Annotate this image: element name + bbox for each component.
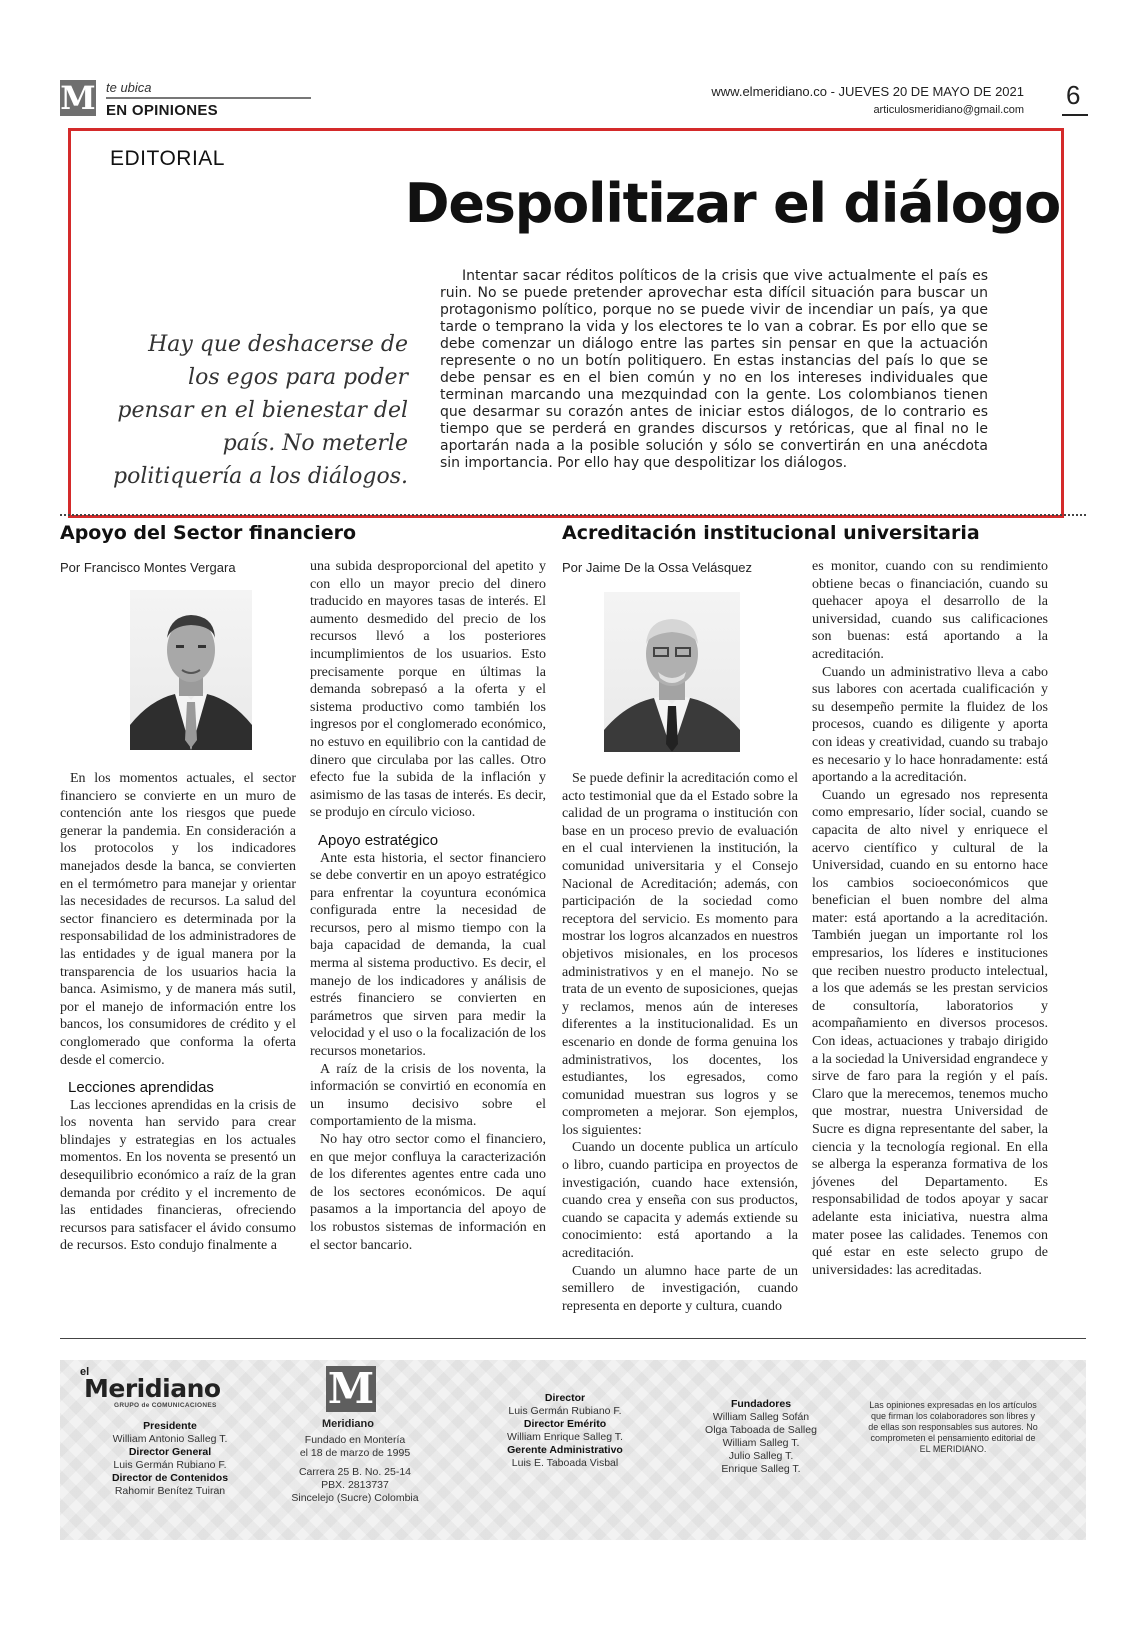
paragraph: Cuando un docente publica un artículo o libro, cuando participa en proyectos de investigación, cuando hace extensión, cuando crea y enseña con sus productos, cuando se capacita y además extiende su conocimiento: está aportando a la acreditación. <box>562 1140 798 1262</box>
paragraph: A raíz de la crisis de los noventa, la información se convirtió en economía en un insumo decisivo sobre el comportamiento de la misma. <box>310 1061 546 1130</box>
brand-prefix: el <box>80 1366 90 1378</box>
address-line: Carrera 25 B. No. 25-14 <box>298 1466 412 1478</box>
paragraph: En los momentos actuales, el sector financiero se convierte en un muro de contención ante los riesgos que puede generar la pandemia. En consideración a los protocolos y los indicadores manejados desde la banca, se convierten en el termómetro para manejar y orientar las necesidades de recursos. La salud del sector financiero es determinada por la responsabilidad de los administradores de las entidades y de igual manera por la transparencia de los usuarios hacia la banca. Asimismo, y de manera más sutil, por el manejo de información entre los bancos, los consumidores de crédito y el conglomerado que conforma la oferta desde el comercio. <box>60 771 296 1068</box>
address-line: PBX. 2813737 <box>321 1479 389 1491</box>
article-title: Acreditación institucional universitaria <box>562 522 980 544</box>
founder-name: Julio Salleg T. <box>728 1450 794 1462</box>
paragraph: Ante esta historia, el sector financiero se debe convertir en un apoyo estratégico para enfrentar la coyuntura económica configurada entre la necesidad de recursos, pero al mismo tiempo con la baja capacidad de demanda, la cual merma al sistema productivo. Es decir, el manejo de los indicadores y análisis de estrés financiero se convierten en parámetros que sirven para medir la velocidad y el uso o la focalización de los recursos monetarios. <box>310 850 546 1060</box>
footer-logo-name: Meridiano <box>322 1418 374 1430</box>
contact-email[interactable]: articulosmeridiano@gmail.com <box>873 104 1024 116</box>
article-column <box>562 770 798 1315</box>
footer-staff-block <box>80 1420 260 1498</box>
staff-label: Director <box>544 1392 586 1404</box>
footer-rule <box>60 1338 1086 1339</box>
staff-name: Luis Germán Rubiano F. <box>508 1405 622 1417</box>
editorial-title: Despolitizar el diálogo <box>404 172 1060 235</box>
header-tagline: te ubica <box>106 80 152 95</box>
staff-name: Luis Germán Rubiano F. <box>113 1459 227 1471</box>
editorial-pull-quote: Hay que deshacerse de los egos para poder pensar en el bienestar del país. No meterle politiquería a los diálogos. <box>112 332 408 489</box>
page-number-rule <box>1062 114 1088 116</box>
founder-name: Enrique Salleg T. <box>721 1463 801 1475</box>
section-label: EN OPINIONES <box>106 102 218 119</box>
paragraph: es monitor, cuando con su rendimiento obtiene becas o financiación, cuando su quehacer apoya el desarrollo de la universidad, cuando sus calificaciones son buenas: está aportando a la acreditación. <box>812 559 1048 662</box>
section-divider <box>60 514 1086 516</box>
brand-subtitle: GRUPO de COMUNICACIONES <box>114 1402 217 1409</box>
header-rule <box>106 97 311 99</box>
paragraph: Cuando un alumno hace parte de un semillero de investigación, cuando representa en deporte y cultura, cuando <box>562 1263 798 1314</box>
footer-directors-block <box>480 1392 650 1470</box>
staff-label: Gerente Administrativo <box>507 1444 623 1456</box>
staff-name: William Antonio Salleg T. <box>112 1433 228 1445</box>
author-photo <box>604 592 740 752</box>
subheading: Lecciones aprendidas <box>68 1079 214 1097</box>
article-byline: Por Jaime De la Ossa Velásquez <box>562 560 753 575</box>
subheading: Apoyo estratégico <box>318 831 439 849</box>
article-column <box>310 558 546 1254</box>
article-column <box>60 770 296 1255</box>
footer-disclaimer: Las opiniones expresadas en los artículos que firman los colaboradores son libres y de ellas son responsables sus autores. No comprometen el pensamiento editorial de EL MERIDIANO. <box>868 1400 1038 1454</box>
address-line: Sincelejo (Sucre) Colombia <box>291 1492 419 1504</box>
founder-name: William Salleg T. <box>722 1437 800 1449</box>
staff-label: Director Emérito <box>523 1418 607 1430</box>
founder-name: William Salleg Sofán <box>712 1411 810 1423</box>
paragraph: No hay otro sector como el financiero, en que mejor confluya la caracterización de los diferentes agentes entre cada uno de los sectores económicos. De aquí pasamos a la importancia del apoyo de los robustos sistemas de información en el sector bancario. <box>310 1132 546 1253</box>
article-byline: Por Francisco Montes Vergara <box>60 560 236 575</box>
paragraph: Cuando un egresado nos representa como empresario, líder social, cuando se capacita de alto nivel y enriquece el acervo científico y cultural de la Universidad, cuando en su entorno hace los cambios socioeconómicos que benefician el buen nombre del alma mater: está aportando a la acreditación. También juegan un importante rol los empresarios, los líderes e instituciones que reciben nuestro producto intelectual, a los que además se les prestan servicios de consultoría, laboratorios y acompañamiento en diversos procesos. Con ideas, actuaciones y trabajo dirigido a la sociedad la Universidad engrandece y sirve de faro para la región y el país. Claro que la merecemos, tenemos mucho que mostrar, nuestra Universidad de Sucre es digna representante del saber, la ciencia y la tecnología regional. En ella se alberga la esperanza formativa de los jóvenes del Departamento. Es responsabilidad de todos apoyar y sacar adelante esta iniciativa, nuestra alma mater posee las calidades. Tenemos con qué estar en este selecto grupo de universidades: las acreditadas. <box>812 787 1048 1278</box>
staff-label: Presidente <box>143 1420 197 1432</box>
founded-line: Fundado en Montería <box>304 1434 406 1446</box>
staff-name: William Enrique Salleg T. <box>507 1431 623 1443</box>
staff-name: Rahomir Benítez Tuiran <box>114 1485 226 1497</box>
paragraph: Se puede definir la acreditación como el acto testimonial que da el Estado sobre la calidad de un programa o institución con base en un proceso previo de evaluación en el cual intervienen la institución, la comunidad universitaria y el Consejo Nacional de Acreditación; además, con participación de la sociedad como receptora del servicio. Es momento para mostrar los logros alcanzados en nuestros objetivos misionales, en los procesos administrativos y en el manejo. No se trata de un evento de suposiciones, quejas y reclamos, menos aún de intereses diferentes a la institucionalidad. Es un escenario en donde de forma genuina los administrativos, los docentes, los estudiantes, los egresados, como comunidad muestran sus logros y se comprometen a mejorar. Son ejemplos, los siguientes: <box>562 771 798 1138</box>
logo-icon: M <box>60 79 96 117</box>
staff-name: Luis E. Taboada Visbal <box>511 1457 619 1469</box>
staff-label: Fundadores <box>730 1398 792 1410</box>
staff-label: Director General <box>128 1446 212 1458</box>
brand-logo: Meridiano <box>84 1374 221 1403</box>
paragraph: una subida desproporcional del apetito y con ello un mayor precio del dinero traducido en mayores tasas de interés. El aumento desmedido del precio de los recursos llevó a los posteriores incumplimientos de los usuarios. Esto precisamente porque en últimas la demanda sobrepasó a la oferta y el sistema productivo como también los ingresos por el conglomerado económico, no estuvo en equilibrio con la cantidad de dinero que circulaba por las calles. Otro efecto fue la subida de la inflación y asimismo de las tasas de interés. Es decir, se produjo en círculo vicioso. <box>310 559 546 821</box>
page-number: 6 <box>1066 80 1081 110</box>
editorial-body: Intentar sacar réditos políticos de la crisis que vive actualmente el país es ruin. No se puede pretender aprovechar esta difícil situación para buscar un protagonismo político, porque no se puede vivir de incendiar un país, ya que tarde o temprano la vida y los electores te lo van a cobrar. Es por ello que se debe comenzar un diálogo entre las partes sin pensar en que la actuación represente o no un botín politiquero. En estas instancias del país lo que se debe pensar es en el bien común y no en los intereses individuales que terminan marcando una mezquindad con la gente. Los colombianos tienen que desarmar su corazón antes de iniciar estos diálogos, de lo contrario es tiempo que se perderá en grandes discursos y retóricas, que al final no le aportarán nada a la posible solución y sólo se convertirán en una anécdota sin importancia. Por ello hay que despolitizar los diálogos. <box>440 268 988 471</box>
site-date[interactable]: www.elmeridiano.co - JUEVES 20 DE MAYO DE 2021 <box>711 84 1024 99</box>
founded-line: el 18 de marzo de 1995 <box>299 1447 411 1459</box>
article-column <box>812 558 1048 1279</box>
paragraph: Las lecciones aprendidas en la crisis de los noventa han servido para crear blindajes y estrategias en los actuales momentos. En los noventa se presentó un desequilibrio económico a raíz de la gran demanda por crédito y el incremento de las entidades financieras, ofreciendo recursos para satisfacer el ávido consumo de recursos. Esto condujo finalmente a <box>60 1097 296 1254</box>
footer-logo-icon: M <box>327 1364 375 1413</box>
footer-founding-block <box>290 1434 420 1505</box>
article-title: Apoyo del Sector financiero <box>60 522 357 544</box>
author-photo <box>130 590 252 750</box>
founder-name: Olga Taboada de Salleg <box>705 1424 817 1436</box>
editorial-label: EDITORIAL <box>110 147 225 170</box>
staff-label: Director de Contenidos <box>111 1472 229 1484</box>
paragraph: Cuando un administrativo lleva a cabo sus labores con acertada cualificación y su desempeño permite la fluidez de los procesos, cuando es diligente y aporta con ideas y creatividad, cuando su trabajo es necesario y lo hace honradamente: está aportando a la acreditación. <box>812 664 1048 786</box>
footer-founders-block <box>686 1398 836 1476</box>
